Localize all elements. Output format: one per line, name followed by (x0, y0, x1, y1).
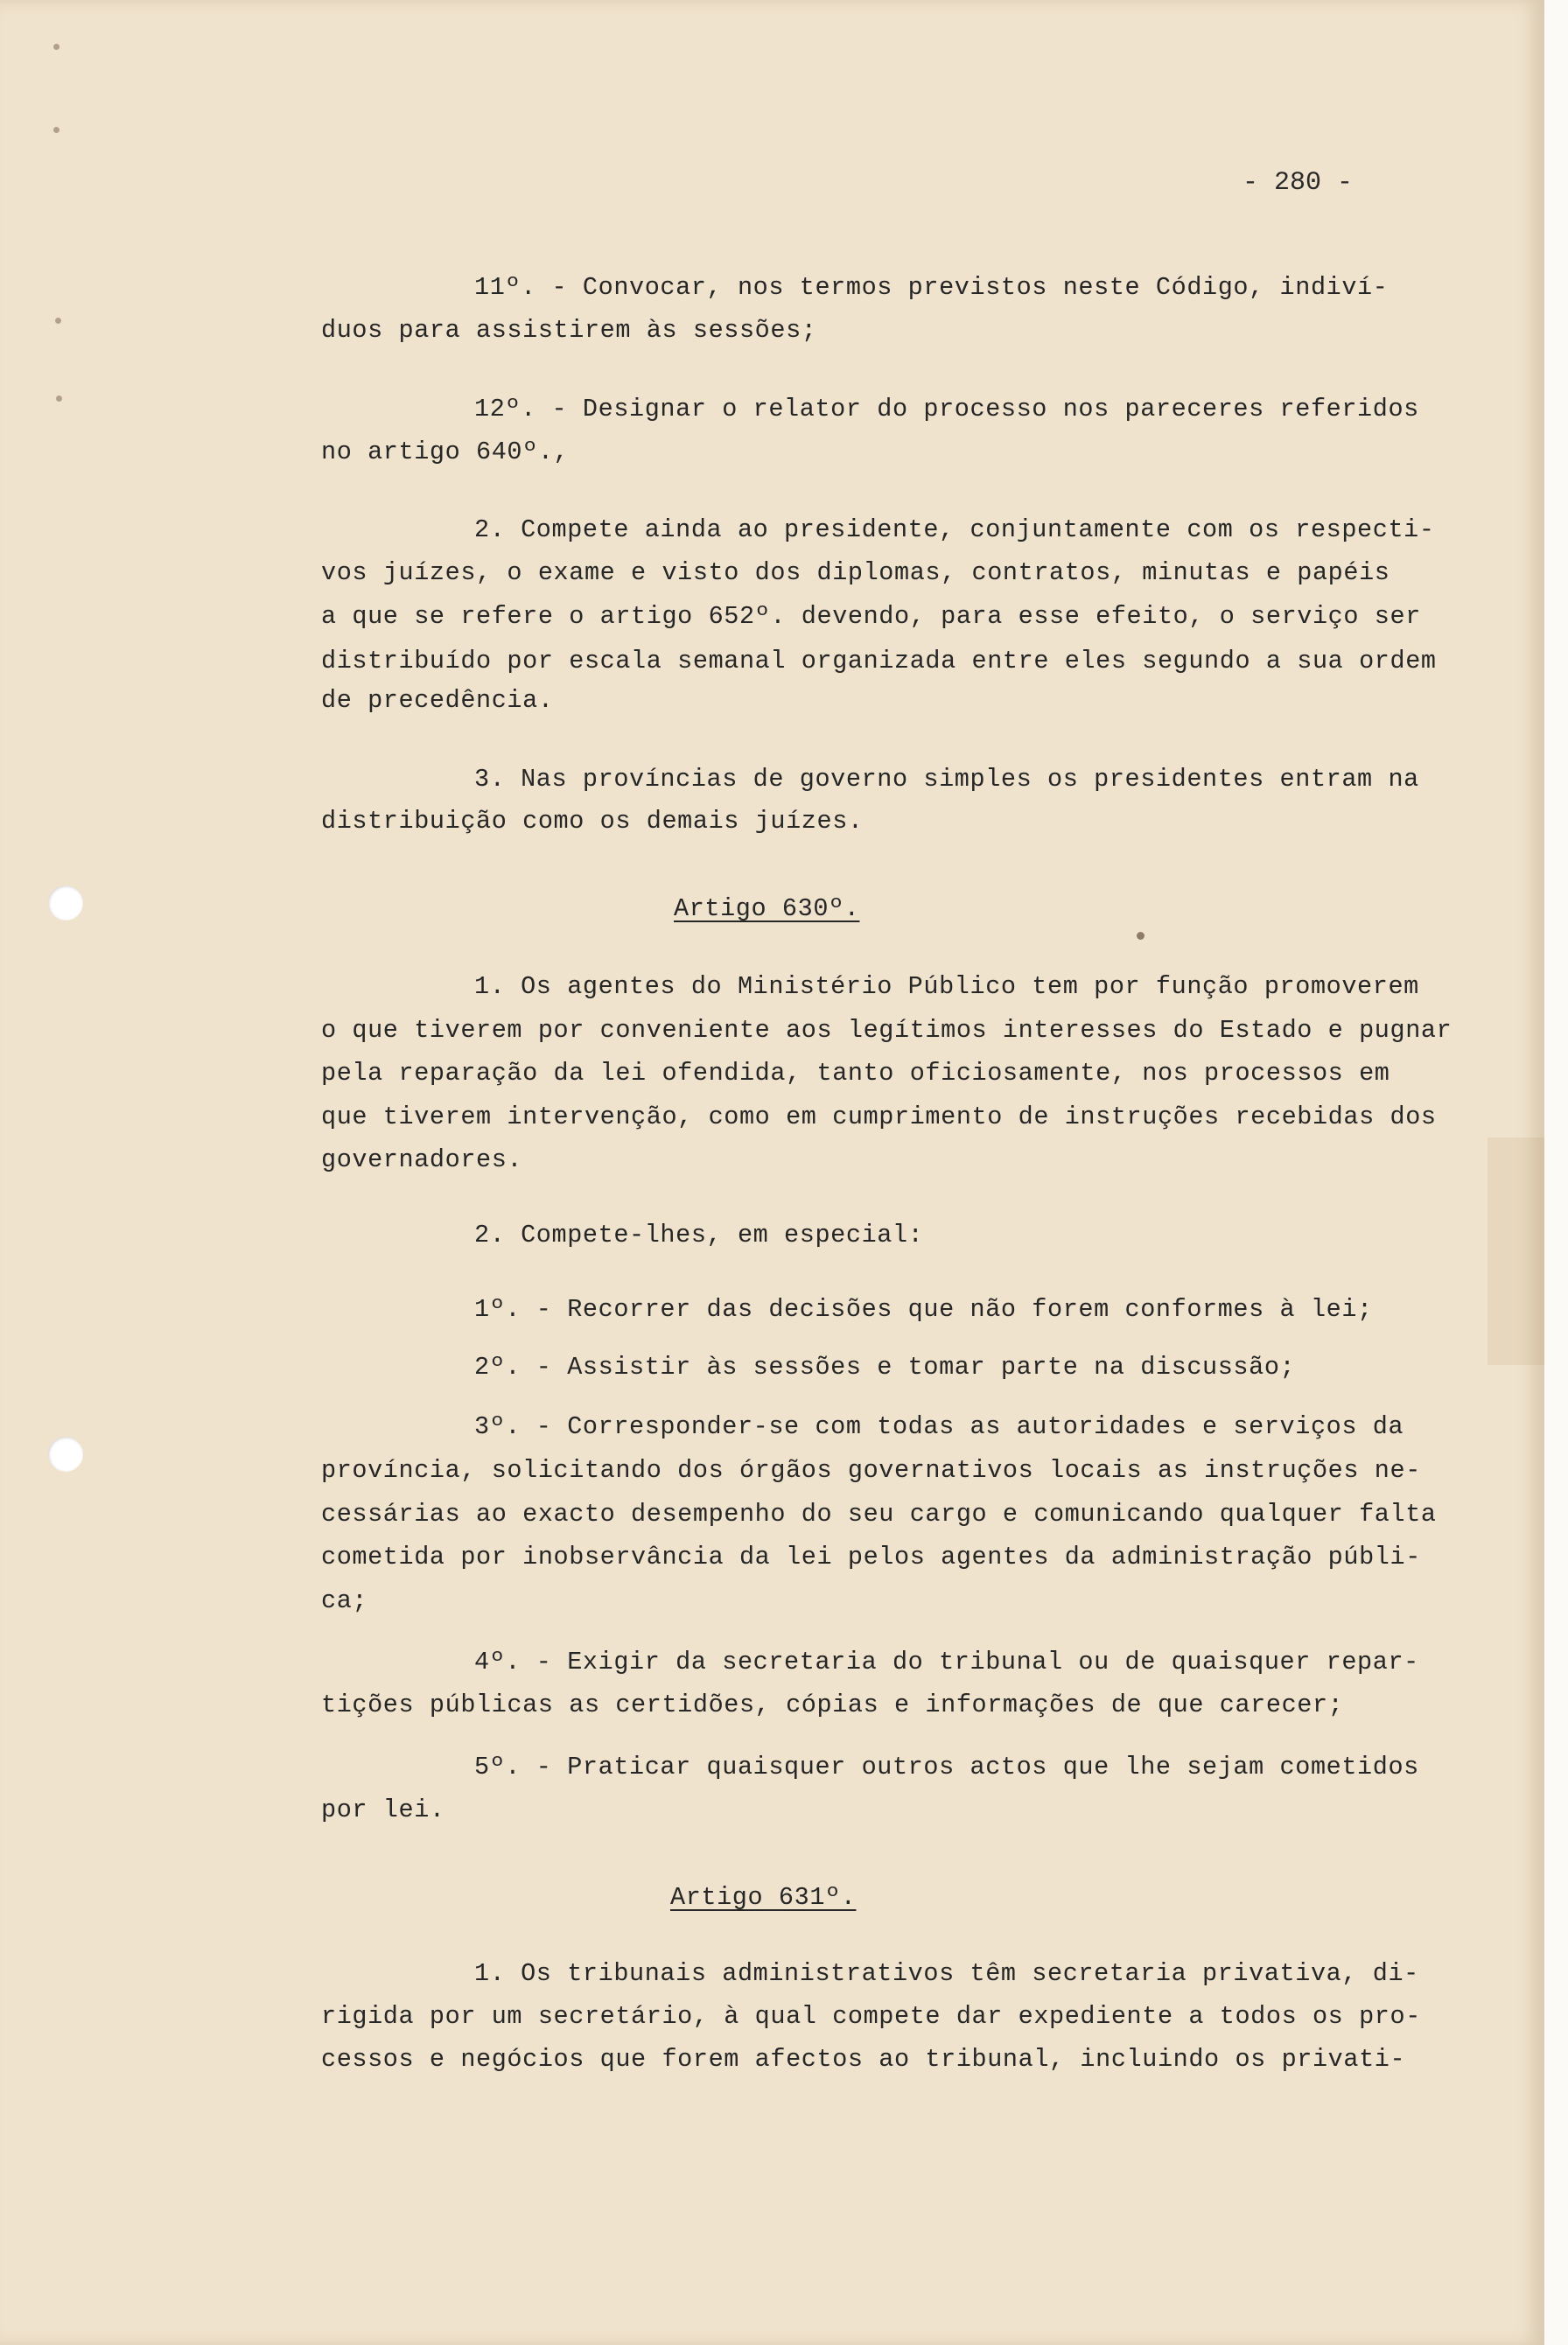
text-line: 11º. - Convocar, nos termos previstos neste Código, indiví- (474, 273, 1389, 302)
fold-shadow (1488, 1138, 1544, 1365)
text-line: vos juízes, o exame e visto dos diplomas, contratos, minutas e papéis (321, 558, 1390, 587)
text-line: no artigo 640º., (321, 438, 570, 466)
text-line: ca; (321, 1586, 368, 1615)
page-edge (1544, 0, 1568, 2345)
text-line: 1. Os agentes do Ministério Público tem por função promoverem (474, 972, 1419, 1001)
text-line: 2. Compete-lhes, em especial: (474, 1221, 924, 1250)
text-line: por lei. (321, 1796, 445, 1824)
text-line: 4º. - Exigir da secretaria do tribunal ou de quaisquer repar- (474, 1648, 1419, 1676)
text-line: a que se refere o artigo 652º. devendo, para esse efeito, o serviço ser (321, 602, 1421, 631)
text-line: cometida por inobservância da lei pelos agentes da administração públi- (321, 1543, 1421, 1572)
paper-speck (56, 396, 62, 402)
text-line: 2º. - Assistir às sessões e tomar parte na discussão; (474, 1353, 1296, 1382)
text-line: 1º. - Recorrer das decisões que não forem conformes à lei; (474, 1295, 1373, 1324)
article-heading: Artigo 631º. (670, 1883, 857, 1912)
text-line: 12º. - Designar o relator do processo nos pareceres referidos (474, 395, 1419, 424)
text-line: província, solicitando dos órgãos governativos locais as instruções ne- (321, 1456, 1421, 1485)
text-line: 5º. - Praticar quaisquer outros actos que lhe sejam cometidos (474, 1753, 1419, 1782)
page-number: - 280 - (1242, 168, 1354, 198)
text-line: duos para assistirem às sessões; (321, 316, 817, 345)
text-line: 1. Os tribunais administrativos têm secretaria privativa, di- (474, 1959, 1419, 1988)
text-line: governadores. (321, 1145, 523, 1174)
text-line: de precedência. (321, 686, 554, 715)
text-line: pela reparação da lei ofendida, tanto oficiosamente, nos processos em (321, 1059, 1390, 1088)
paper-speck (1137, 932, 1144, 940)
text-line: tições públicas as certidões, cópias e informações de que carecer; (321, 1690, 1344, 1719)
text-line: cessos e negócios que forem afectos ao tribunal, incluindo os privati- (321, 2045, 1406, 2074)
text-line: distribuição como os demais juízes. (321, 807, 864, 836)
text-line: o que tiverem por conveniente aos legítimos interesses do Estado e pugnar (321, 1016, 1452, 1045)
text-line: cessárias ao exacto desempenho do seu cargo e comunicando qualquer falta (321, 1500, 1437, 1529)
paper-speck (53, 44, 60, 50)
text-line: distribuído por escala semanal organizada entre eles segundo a sua ordem (321, 647, 1437, 676)
punch-hole (48, 886, 83, 920)
article-heading: Artigo 630º. (674, 894, 860, 923)
text-line: 3. Nas províncias de governo simples os presidentes entram na (474, 765, 1419, 794)
paper-speck (55, 318, 61, 324)
punch-hole (48, 1437, 83, 1472)
paper-speck (53, 127, 60, 133)
text-line: rigida por um secretário, à qual compete dar expediente a todos os pro- (321, 2002, 1421, 2031)
text-line: 3º. - Corresponder-se com todas as autoridades e serviços da (474, 1412, 1404, 1441)
text-line: que tiverem intervenção, como em cumprimento de instruções recebidas dos (321, 1102, 1437, 1131)
text-line: 2. Compete ainda ao presidente, conjuntamente com os respecti- (474, 515, 1435, 544)
